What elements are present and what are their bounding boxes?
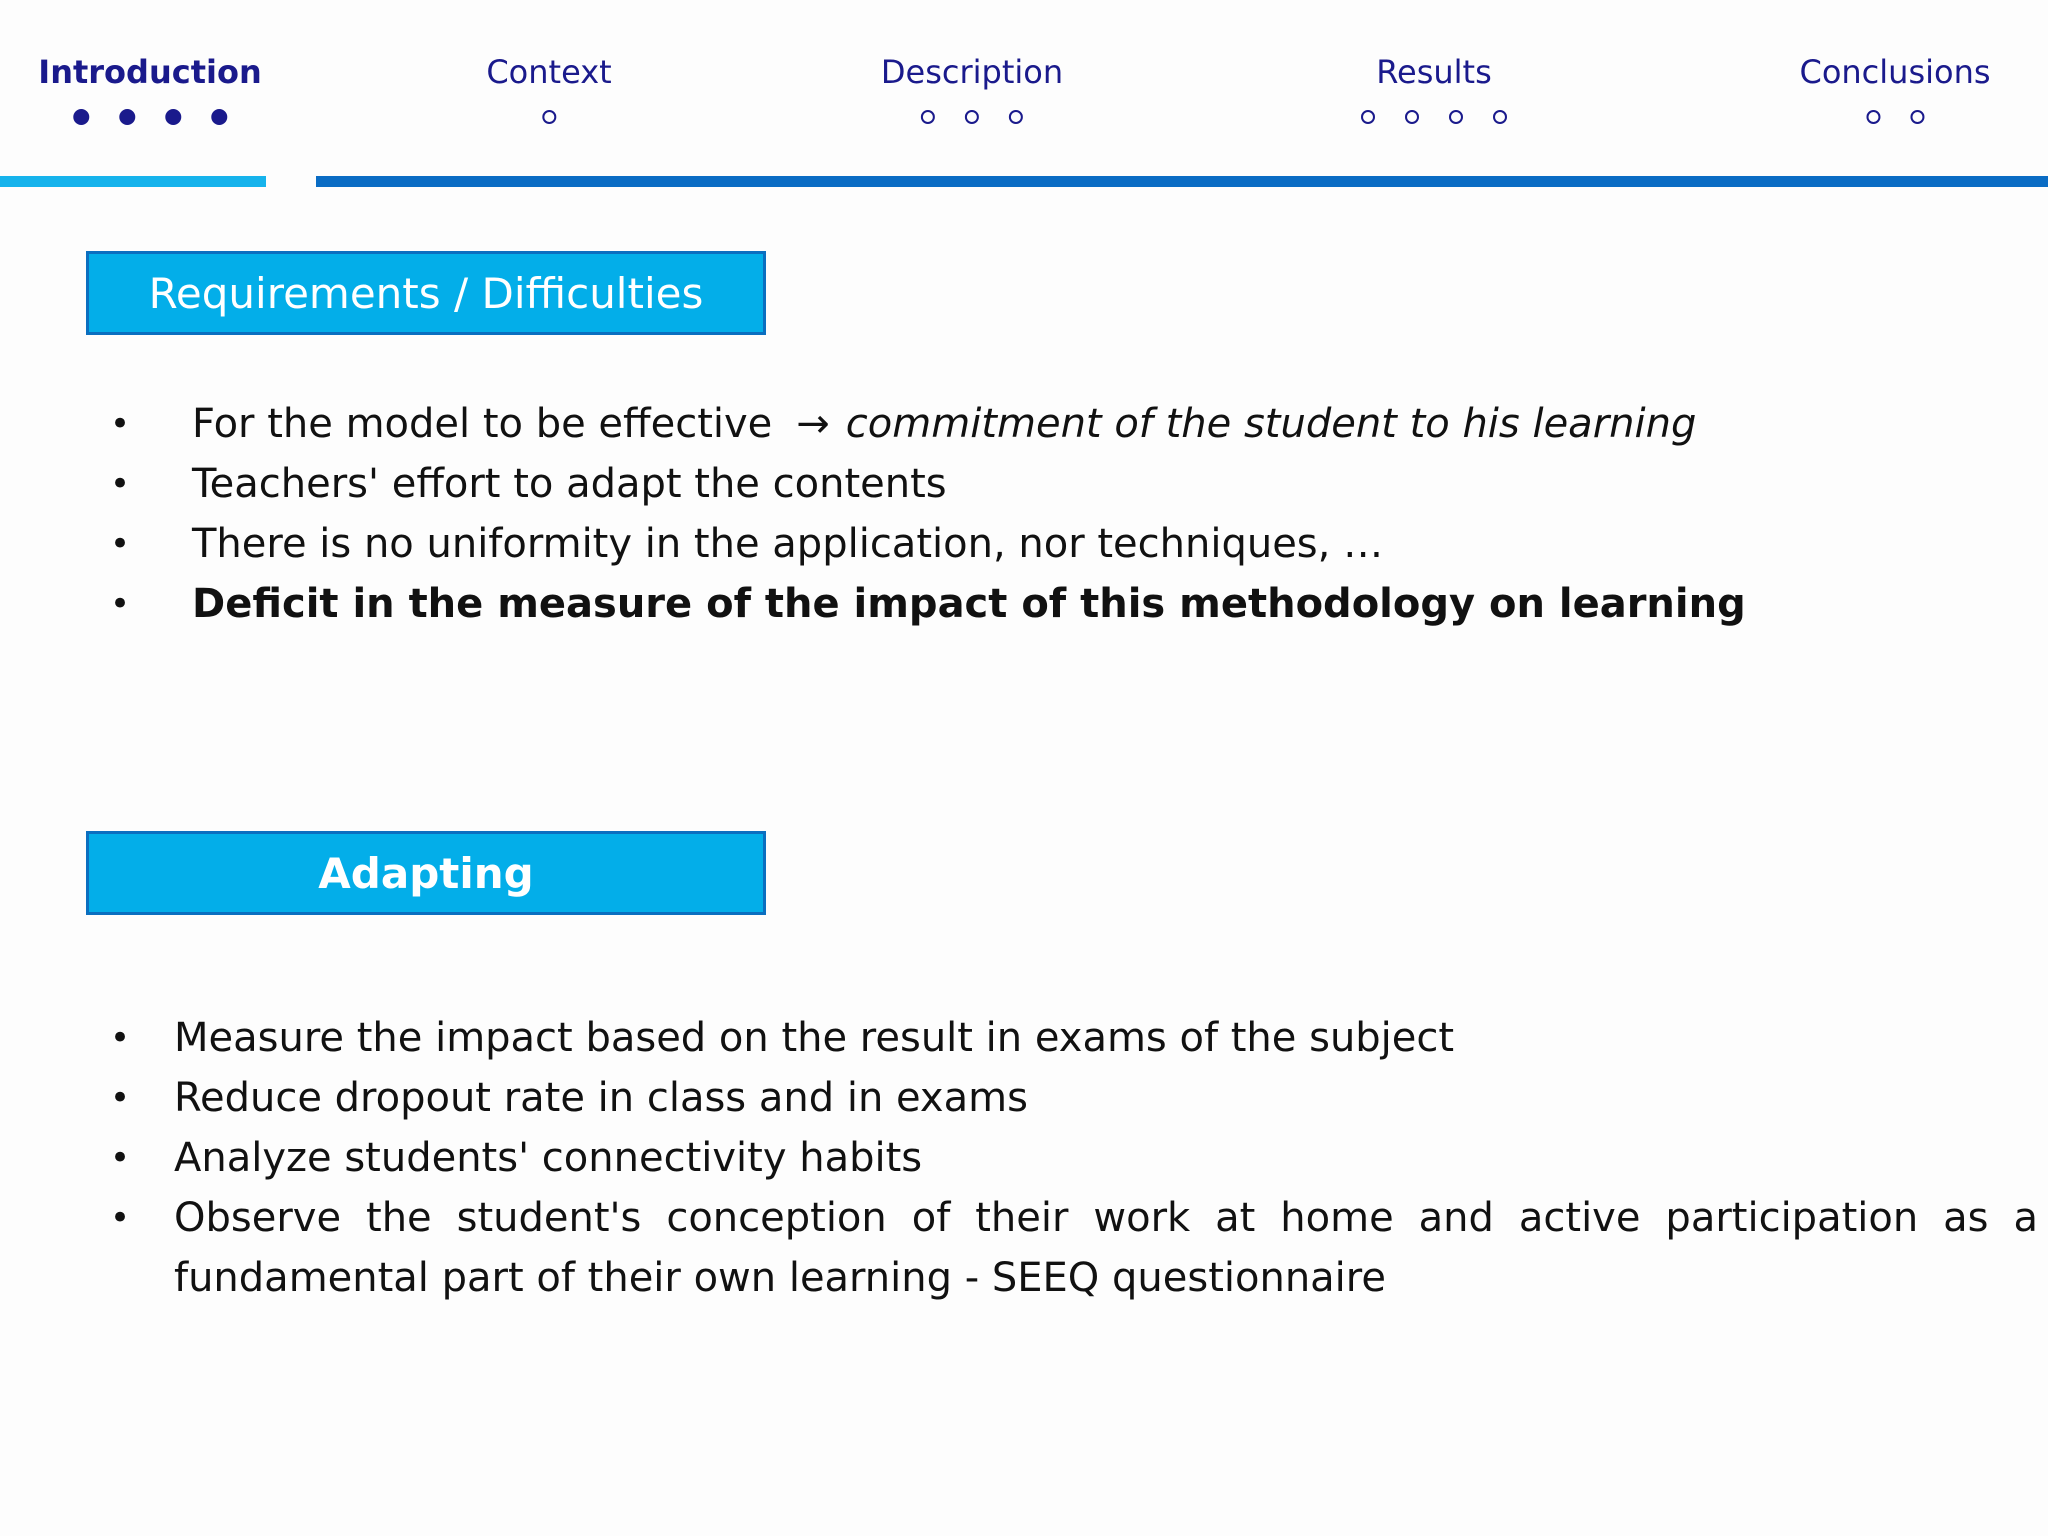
list-item [110,454,1746,514]
bullet-icon: • [110,524,131,564]
bullet-icon: • [110,1018,131,1058]
nav-dots-context [486,106,611,128]
list-item [110,1068,1940,1128]
nav-title-context[interactable]: Context [486,53,612,91]
list-item [110,514,1746,574]
bullet-icon: • [110,1078,131,1118]
bullet-icon: • [110,464,131,504]
bullet-icon: • [110,1198,131,1238]
nav-dot-empty[interactable] [921,110,935,124]
bullet-icon: • [110,1138,131,1178]
nav-dot-filled[interactable] [165,109,181,125]
adapting-item-text: Observe the student's conception of their work at home and active participation as a fundamental part of their own learning - SEEQ questionnaire [174,1195,2038,1301]
nav-progress-bar [316,176,2048,187]
nav-title-introduction[interactable]: Introduction [38,53,262,91]
nav-dot-empty[interactable] [1009,110,1023,124]
nav-dots-introduction [38,106,261,128]
nav-section-conclusions[interactable] [1799,52,1990,128]
list-item [110,574,1746,634]
nav-dot-empty[interactable] [1866,110,1880,124]
nav-title-description[interactable]: Description [880,53,1064,91]
nav-section-context[interactable] [486,52,611,128]
nav-section-description[interactable] [881,52,1063,128]
nav-title-conclusions[interactable]: Conclusions [1799,53,1991,91]
nav-dot-empty[interactable] [1493,110,1507,124]
nav-section-introduction[interactable] [38,52,261,128]
nav-dot-filled[interactable] [119,109,135,125]
adapting-item-text: Reduce dropout rate in class and in exams [174,1075,1028,1121]
nav-dot-filled[interactable] [211,109,227,125]
requirement-deficit-text: Deficit in the measure of the impact of this methodology on learning [192,581,1746,627]
nav-dot-empty[interactable] [1910,110,1924,124]
adapting-item-text: Measure the impact based on the result in exams of the subject [174,1015,1455,1061]
arrow-right-icon: → [796,401,830,447]
nav-dot-empty[interactable] [1405,110,1419,124]
nav-dots-results [1361,106,1507,128]
nav-dots-description [881,106,1063,128]
nav-section-results[interactable] [1361,52,1507,128]
list-item [110,394,1746,454]
requirements-header: Requirements / Difficulties [86,251,766,335]
requirement-lead-text: For the model to be effective [192,401,773,447]
nav-dot-empty[interactable] [1361,110,1375,124]
nav-dot-empty[interactable] [1449,110,1463,124]
list-item [110,1128,1940,1188]
requirements-list [110,394,1746,634]
nav-progress-bar-active [0,176,266,187]
bullet-icon: • [110,404,131,444]
nav-dot-filled[interactable] [73,109,89,125]
list-item [110,1188,2038,1308]
adapting-item-text: Analyze students' connectivity habits [174,1135,923,1181]
nav-dot-empty[interactable] [542,110,556,124]
nav-dots-conclusions [1799,106,1990,128]
bullet-icon: • [110,584,131,624]
adapting-list [110,1008,2038,1308]
nav-title-results[interactable]: Results [1376,53,1492,91]
requirement-text: There is no uniformity in the application, nor techniques, … [192,521,1384,567]
nav-dot-empty[interactable] [965,110,979,124]
list-item [110,1008,1940,1068]
requirement-text: Teachers' effort to adapt the contents [192,461,947,507]
adapting-header: Adapting [86,831,766,915]
requirement-emphasis-text: commitment of the student to his learning [845,401,1697,447]
